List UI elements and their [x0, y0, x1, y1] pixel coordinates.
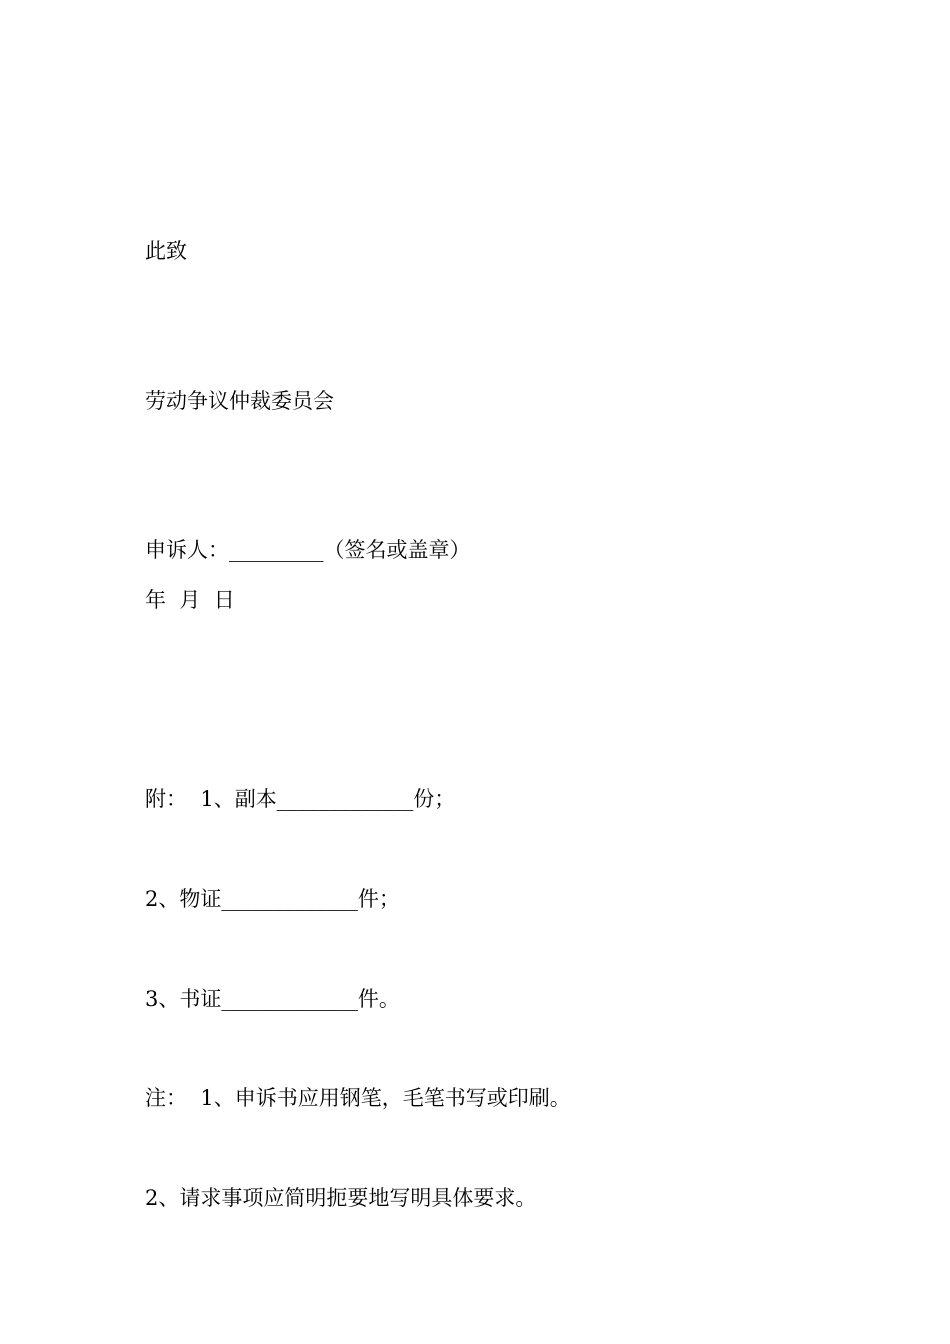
recipient: 劳动争议仲裁委员会 [145, 389, 334, 413]
attachment-item-3: 3、书证_____________件。 [145, 987, 400, 1011]
attachment-item-2: 2、物证_____________件； [145, 887, 400, 911]
attachment-item-1: 附： 1、副本_____________份； [145, 787, 456, 811]
note-item-2: 2、请求事项应简明扼要地写明具体要求。 [145, 1186, 537, 1210]
note-item-1: 注： 1、申诉书应用钢笔，毛笔书写或印刷。 [145, 1086, 571, 1110]
signature-line: 申诉人：_________（签名或盖章） [145, 538, 471, 562]
date-line: 年 月 日 [145, 588, 235, 612]
salutation: 此致 [145, 239, 187, 263]
